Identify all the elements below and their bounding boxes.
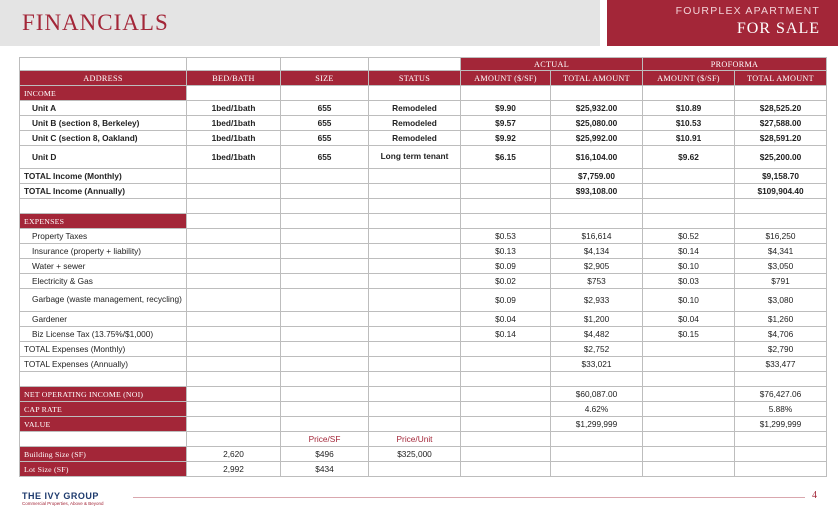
value-actual: $1,299,999: [551, 417, 643, 432]
expense-proforma-total: $1,260: [735, 312, 827, 327]
logo-text: THE IVY GROUP: [22, 491, 99, 501]
lot-size-row: [20, 462, 827, 477]
income-section-label: INCOME: [20, 86, 187, 101]
expense-label: Property Taxes: [20, 229, 187, 244]
tagline-bottom: FOR SALE: [736, 20, 820, 37]
table-row: [20, 274, 827, 289]
expense-proforma-total: $16,250: [735, 229, 827, 244]
expense-actual-sf: $0.53: [461, 229, 551, 244]
table-row: [20, 244, 827, 259]
table-row: [20, 289, 827, 312]
unit-proforma-total: $28,591.20: [735, 131, 827, 146]
expense-proforma-total: $4,341: [735, 244, 827, 259]
value-row: [20, 417, 827, 432]
unit-bedbath: 1bed/1bath: [187, 116, 281, 131]
income-monthly-row: [20, 169, 827, 184]
expense-proforma-sf: $0.52: [643, 229, 735, 244]
price-unit-header: Price/Unit: [369, 432, 461, 447]
unit-size: 655: [281, 101, 369, 116]
unit-actual-sf: $6.15: [461, 146, 551, 169]
lot-size-value: 2,992: [187, 462, 281, 477]
income-section-row: [20, 86, 827, 101]
table-row: [20, 101, 827, 116]
unit-status: Remodeled: [369, 131, 461, 146]
unit-address: Unit C (section 8, Oakland): [20, 131, 187, 146]
income-monthly-actual: $7,759.00: [551, 169, 643, 184]
col-size: SIZE: [281, 71, 369, 86]
expense-actual-sf: $0.09: [461, 259, 551, 274]
table-row: [20, 327, 827, 342]
expense-actual-total: $4,134: [551, 244, 643, 259]
noi-label: NET OPERATING INCOME (NOI): [20, 387, 187, 402]
cap-rate-row: [20, 402, 827, 417]
income-annual-actual: $93,108.00: [551, 184, 643, 199]
unit-address: Unit A: [20, 101, 187, 116]
col-status: STATUS: [369, 71, 461, 86]
noi-actual: $60,087.00: [551, 387, 643, 402]
expense-proforma-sf: $0.03: [643, 274, 735, 289]
unit-size: 655: [281, 146, 369, 169]
expense-actual-sf: $0.02: [461, 274, 551, 289]
tagline-box: [607, 0, 838, 46]
unit-status: Long term tenant: [369, 146, 461, 169]
table-row: [20, 146, 827, 169]
spacer-row: [20, 372, 827, 387]
expenses-section-label: EXPENSES: [20, 214, 187, 229]
expense-proforma-sf: $0.04: [643, 312, 735, 327]
building-size-label: Building Size (SF): [20, 447, 187, 462]
income-annual-label: TOTAL Income (Annually): [20, 184, 187, 199]
lot-price-sf: $434: [281, 462, 369, 477]
unit-status: Remodeled: [369, 101, 461, 116]
expenses-annual-label: TOTAL Expenses (Annually): [20, 357, 187, 372]
price-sf-header: Price/SF: [281, 432, 369, 447]
expenses-annual-row: [20, 357, 827, 372]
financials-table: [19, 57, 827, 477]
expense-actual-sf: $0.14: [461, 327, 551, 342]
spacer-row: [20, 199, 827, 214]
unit-actual-sf: $9.92: [461, 131, 551, 146]
income-monthly-proforma: $9,158.70: [735, 169, 827, 184]
expense-label: Garbage (waste management, recycling): [20, 289, 187, 312]
expense-actual-total: $2,905: [551, 259, 643, 274]
value-label: VALUE: [20, 417, 187, 432]
unit-proforma-sf: $9.62: [643, 146, 735, 169]
building-price-unit: $325,000: [369, 447, 461, 462]
unit-actual-total: $25,080.00: [551, 116, 643, 131]
unit-size: 655: [281, 116, 369, 131]
expense-proforma-sf: $0.10: [643, 289, 735, 312]
building-price-sf: $496: [281, 447, 369, 462]
unit-proforma-sf: $10.53: [643, 116, 735, 131]
cap-rate-actual: 4.62%: [551, 402, 643, 417]
expense-proforma-total: $791: [735, 274, 827, 289]
lot-size-label: Lot Size (SF): [20, 462, 187, 477]
actual-group-header: ACTUAL: [461, 58, 643, 71]
table-row: [20, 259, 827, 274]
proforma-group-header: PROFORMA: [643, 58, 827, 71]
unit-actual-total: $25,932.00: [551, 101, 643, 116]
expense-actual-total: $1,200: [551, 312, 643, 327]
col-actual-amount-sf: AMOUNT ($/SF): [461, 71, 551, 86]
unit-proforma-sf: $10.89: [643, 101, 735, 116]
col-proforma-amount-sf: AMOUNT ($/SF): [643, 71, 735, 86]
expense-actual-sf: $0.09: [461, 289, 551, 312]
expense-proforma-sf: $0.10: [643, 259, 735, 274]
value-proforma: $1,299,999: [735, 417, 827, 432]
ivy-group-logo: [22, 491, 104, 507]
table-row: [20, 116, 827, 131]
tagline-top: FOURPLEX APARTMENT: [675, 5, 820, 17]
unit-proforma-total: $25,200.00: [735, 146, 827, 169]
expense-label: Biz License Tax (13.75%/$1,000): [20, 327, 187, 342]
page-number: 4: [812, 490, 817, 501]
expense-proforma-sf: $0.14: [643, 244, 735, 259]
col-bedbath: BED/BATH: [187, 71, 281, 86]
expenses-monthly-proforma: $2,790: [735, 342, 827, 357]
unit-bedbath: 1bed/1bath: [187, 131, 281, 146]
group-header-row: [20, 58, 827, 71]
unit-bedbath: 1bed/1bath: [187, 101, 281, 116]
col-address: ADDRESS: [20, 71, 187, 86]
noi-row: [20, 387, 827, 402]
col-actual-total: TOTAL AMOUNT: [551, 71, 643, 86]
expense-actual-total: $16,614: [551, 229, 643, 244]
cap-rate-label: CAP RATE: [20, 402, 187, 417]
col-proforma-total: TOTAL AMOUNT: [735, 71, 827, 86]
expense-proforma-sf: $0.15: [643, 327, 735, 342]
unit-actual-sf: $9.90: [461, 101, 551, 116]
unit-address: Unit B (section 8, Berkeley): [20, 116, 187, 131]
expense-proforma-total: $3,050: [735, 259, 827, 274]
expense-label: Water + sewer: [20, 259, 187, 274]
unit-proforma-total: $28,525.20: [735, 101, 827, 116]
price-header-row: [20, 432, 827, 447]
page-title: FINANCIALS: [22, 10, 169, 35]
expense-actual-sf: $0.13: [461, 244, 551, 259]
building-size-row: [20, 447, 827, 462]
unit-proforma-total: $27,588.00: [735, 116, 827, 131]
expense-actual-sf: $0.04: [461, 312, 551, 327]
expense-proforma-total: $3,080: [735, 289, 827, 312]
expense-actual-total: $2,933: [551, 289, 643, 312]
expenses-annual-actual: $33,021: [551, 357, 643, 372]
income-annual-proforma: $109,904.40: [735, 184, 827, 199]
expenses-monthly-row: [20, 342, 827, 357]
unit-status: Remodeled: [369, 116, 461, 131]
building-size-value: 2,620: [187, 447, 281, 462]
column-header-row: [20, 71, 827, 86]
income-annual-row: [20, 184, 827, 199]
table-row: [20, 131, 827, 146]
expense-label: Gardener: [20, 312, 187, 327]
unit-address: Unit D: [20, 146, 187, 169]
footer-divider: [133, 497, 805, 498]
unit-actual-sf: $9.57: [461, 116, 551, 131]
table-row: [20, 229, 827, 244]
unit-bedbath: 1bed/1bath: [187, 146, 281, 169]
unit-proforma-sf: $10.91: [643, 131, 735, 146]
expense-actual-total: $4,482: [551, 327, 643, 342]
expense-actual-total: $753: [551, 274, 643, 289]
expenses-annual-proforma: $33,477: [735, 357, 827, 372]
expense-label: Insurance (property + liability): [20, 244, 187, 259]
expenses-monthly-actual: $2,752: [551, 342, 643, 357]
expenses-section-row: [20, 214, 827, 229]
unit-size: 655: [281, 131, 369, 146]
unit-actual-total: $16,104.00: [551, 146, 643, 169]
table-row: [20, 312, 827, 327]
expense-label: Electricity & Gas: [20, 274, 187, 289]
expenses-monthly-label: TOTAL Expenses (Monthly): [20, 342, 187, 357]
cap-rate-proforma: 5.88%: [735, 402, 827, 417]
logo-subtext: Commercial Properties, Above & Beyond: [22, 501, 104, 506]
income-monthly-label: TOTAL Income (Monthly): [20, 169, 187, 184]
expense-proforma-total: $4,706: [735, 327, 827, 342]
unit-actual-total: $25,992.00: [551, 131, 643, 146]
noi-proforma: $76,427.06: [735, 387, 827, 402]
